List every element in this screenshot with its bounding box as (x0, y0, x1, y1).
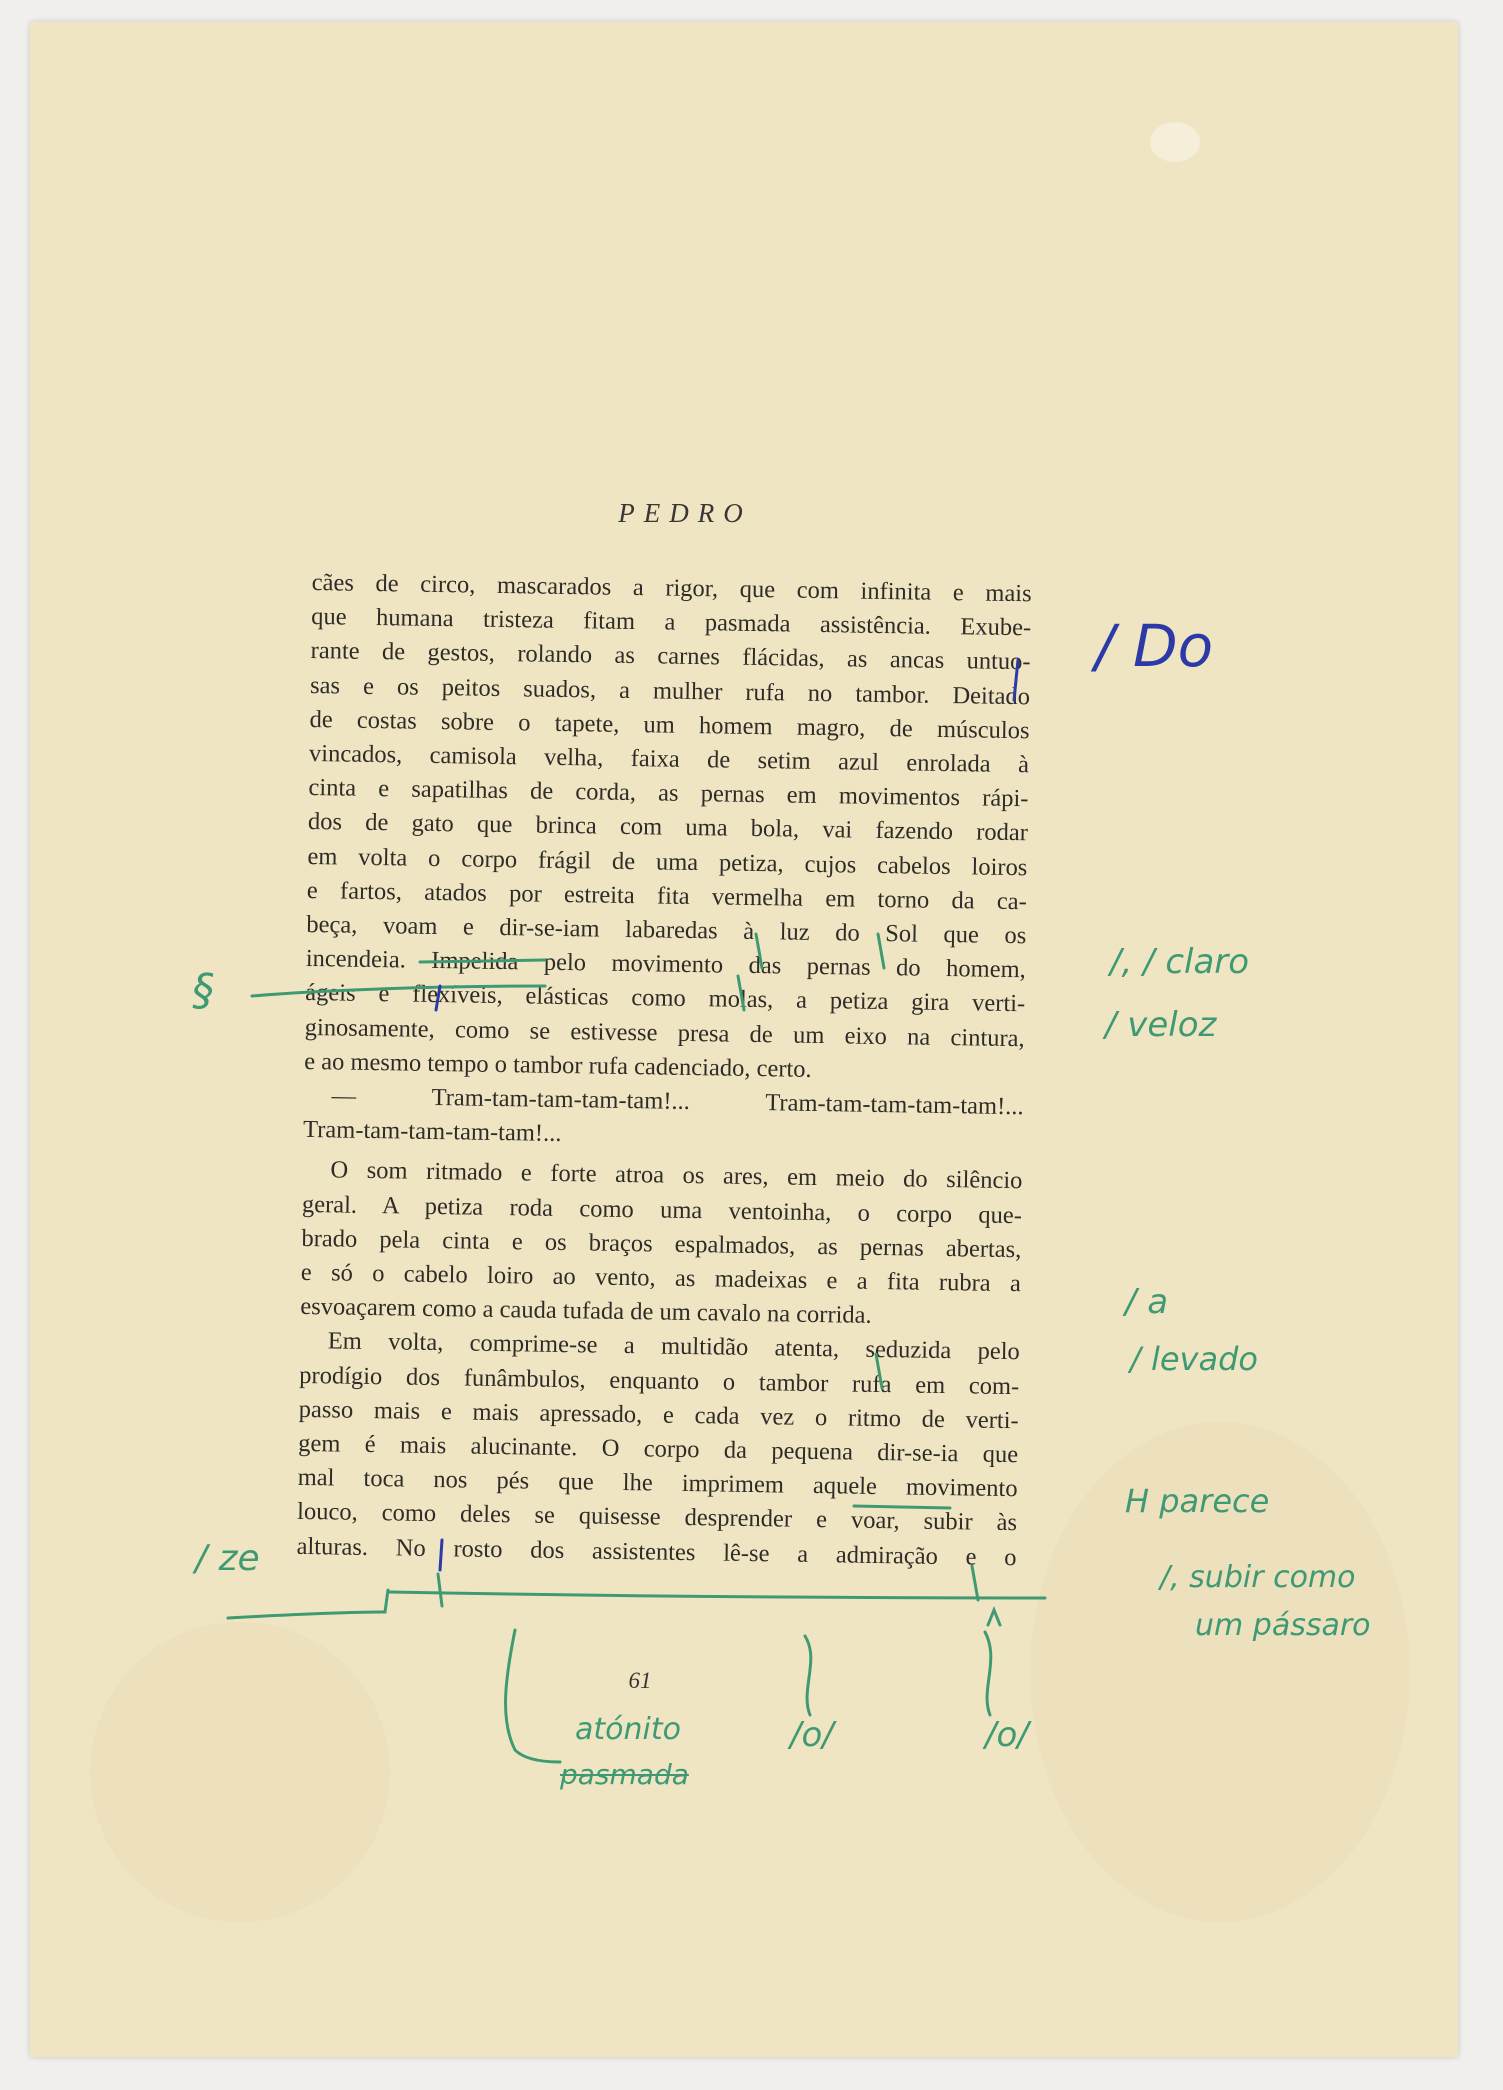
text-line: cinta e sapatilhas de corda, as pernas em movimentos rápi- (308, 774, 1029, 813)
body-text (296, 566, 1032, 1575)
margin-note-ze: / ze (195, 1538, 260, 1579)
running-head: PEDRO (618, 498, 752, 528)
text-line: ginosamente, como se estivesse presa de um eixo na cintura, (304, 1013, 1025, 1052)
margin-note-blue: / Do (1095, 612, 1214, 680)
text-line: passo mais e mais apressado, e cada vez o ritmo de verti- (298, 1395, 1019, 1435)
text-line: brado pela cinta e os braços espalmados, as pernas abertas, (301, 1224, 1022, 1264)
text-line: rante de gestos, rolando as carnes flácidas, as ancas untuo- (310, 637, 1031, 676)
text-line: esvoaçarem como a cauda tufada de um cavalo na corrida. (300, 1293, 872, 1330)
text-line: e só o cabelo loiro ao vento, as madeixas e a fita rubra a (300, 1258, 1022, 1298)
margin-note-claro: /, / claro (1110, 942, 1250, 982)
margin-note-levado: / levado (1130, 1340, 1258, 1378)
paper-stain (1150, 122, 1200, 162)
text-line: de costas sobre o tapete, um homem magro, de músculos (309, 705, 1030, 745)
text-line: e ao mesmo tempo o tambor rufa cadenciado, certo. (304, 1047, 812, 1083)
bottom-note-struck: pasmada (560, 1758, 689, 1791)
page-number: 61 (628, 1668, 652, 1693)
text-line: alturas. No rosto dos assistentes lê-se a admiração e o (296, 1532, 1017, 1571)
text-line: O som ritmado e forte atroa os ares, em meio do silêncio (330, 1156, 1023, 1195)
text-line: prodígio dos funâmbulos, enquanto o tambor rufa em com- (299, 1361, 1020, 1400)
bottom-mark-1: /o/ (790, 1715, 834, 1755)
text-line: e fartos, atados por estreita fita vermelha em torno da ca- (306, 876, 1028, 916)
text-line: Em volta, comprime-se a multidão atenta, seduzida pelo (327, 1327, 1020, 1366)
text-line: ágeis e flexíveis, elásticas como molas, a petiza gira verti- (305, 979, 1026, 1018)
text-line: louco, como deles se quisesse desprender e voar, subir às (296, 1498, 1018, 1537)
text-line: incendeia. Impelida pelo movimento das pernas do homem, (305, 945, 1026, 984)
text-line: cães de circo, mascarados a rigor, que com infinita e mais (311, 568, 1032, 608)
text-line: gem é mais alucinante. O corpo da pequena dir-se-ia que (298, 1429, 1019, 1469)
text-line: Tram-tam-tam-tam-tam!... (302, 1116, 562, 1148)
text-line: beça, voam e dir-se-iam labaredas à luz do Sol que os (306, 910, 1027, 950)
text-line: mal toca nos pés que lhe imprimem aquele movimento (297, 1464, 1018, 1503)
text-line: — Tram-tam-tam-tam-tam!... Tram-tam-tam-tam-tam!... (331, 1082, 1024, 1121)
margin-note-subir-como: /, subir como (1160, 1560, 1356, 1595)
text-line: geral. A petiza roda como uma ventoinha, o corpo que- (301, 1190, 1023, 1229)
paper-stain (90, 1622, 390, 1922)
bottom-note-atonito: atónito (575, 1712, 681, 1747)
margin-note-um-passaro: um pássaro (1195, 1608, 1371, 1643)
text-line: sas e os peitos suados, a mulher rufa no tambor. Deitado (309, 671, 1031, 710)
text-line: em volta o corpo frágil de uma petiza, cujos cabelos loiros (307, 842, 1028, 881)
margin-note-a: / a (1125, 1282, 1169, 1322)
margin-note-parece: H parece (1125, 1482, 1270, 1520)
text-line: dos de gato que brinca com uma bola, vai fazendo rodar (307, 808, 1029, 847)
bottom-mark-2: /o/ (985, 1715, 1029, 1755)
margin-note-veloz: / veloz (1105, 1005, 1217, 1045)
text-line: vincados, camisola velha, faixa de setim azul enrolada à (308, 739, 1030, 779)
text-line: que humana tristeza fitam a pasmada assistência. Exube- (310, 603, 1032, 642)
margin-section-mark: § (192, 965, 214, 1016)
